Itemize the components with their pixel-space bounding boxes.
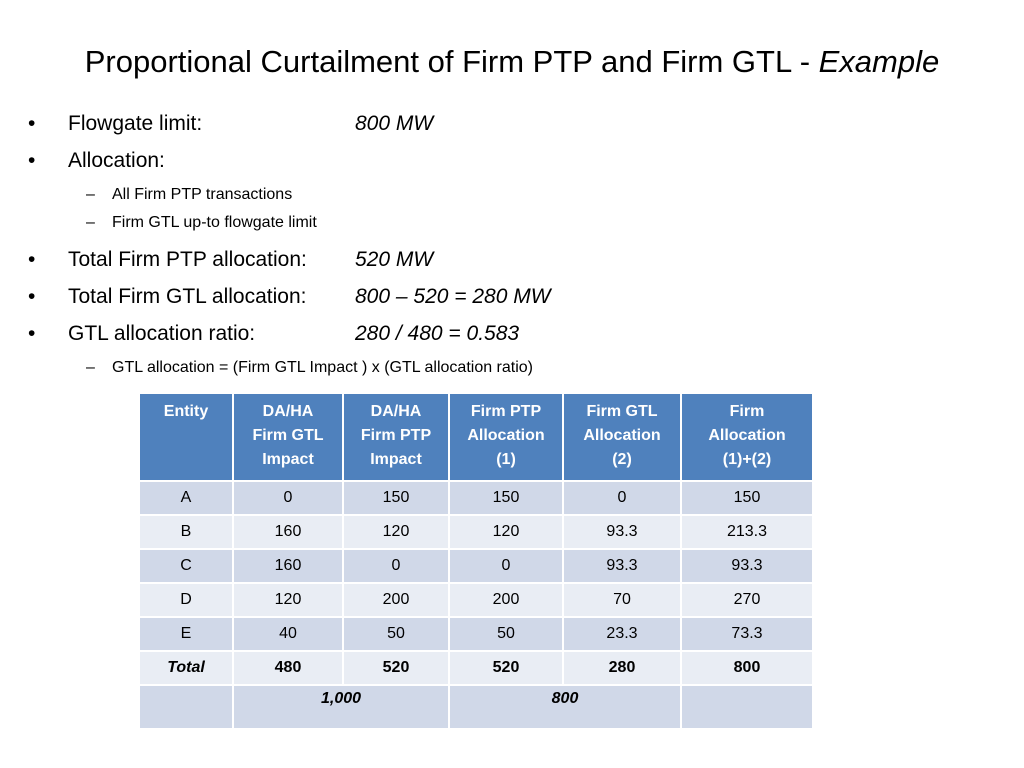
total-cell: 280 — [563, 651, 681, 685]
header-line: Firm PTP — [470, 403, 542, 420]
slide-title-italic: Example — [818, 44, 940, 79]
column-header — [139, 393, 233, 481]
bullet-marker: • — [28, 285, 36, 308]
bullet-label: Total Firm PTP allocation: — [68, 248, 307, 271]
table-cell: 50 — [449, 617, 563, 651]
table-cell: C — [139, 549, 233, 583]
table-row — [139, 617, 813, 651]
bullet-flowgate-limit — [28, 110, 988, 147]
table-cell: D — [139, 583, 233, 617]
header-line: Firm — [729, 403, 765, 420]
table-header-row — [139, 393, 813, 481]
column-header — [233, 393, 343, 481]
table-cell: A — [139, 481, 233, 515]
total-cell: Total — [139, 651, 233, 685]
total-row — [139, 651, 813, 685]
header-line: Firm PTP — [360, 427, 432, 444]
table-cell: 120 — [233, 583, 343, 617]
header-line: Firm GTL — [252, 427, 324, 444]
column-header — [343, 393, 449, 481]
table-cell: E — [139, 617, 233, 651]
table-cell: 270 — [681, 583, 813, 617]
bullet-list — [28, 110, 988, 385]
sub-bullet-label: GTL allocation = (Firm GTL Impact ) x (GTL allocation ratio) — [112, 359, 534, 376]
bullet-value: 800 – 520 = 280 MW — [355, 285, 551, 308]
table-cell: 200 — [343, 583, 449, 617]
header-line: Allocation — [583, 427, 661, 444]
table-cell: 213.3 — [681, 515, 813, 549]
table-cell: 73.3 — [681, 617, 813, 651]
bullet-marker: • — [28, 322, 36, 345]
table-cell: 150 — [343, 481, 449, 515]
bullet-total-gtl — [28, 283, 988, 320]
table-cell: 93.3 — [563, 549, 681, 583]
table-cell: B — [139, 515, 233, 549]
table-cell: 150 — [681, 481, 813, 515]
slide-title — [0, 40, 1024, 84]
bullet-marker: • — [28, 248, 36, 271]
header-line: Allocation — [708, 427, 786, 444]
column-header — [681, 393, 813, 481]
allocation-table — [138, 392, 814, 730]
sum-cell — [681, 685, 813, 729]
sub-bullet-label: Firm GTL up-to flowgate limit — [112, 214, 317, 231]
bullet-label: Allocation: — [68, 149, 165, 172]
total-cell: 800 — [681, 651, 813, 685]
table-cell: 0 — [449, 549, 563, 583]
bullet-gtl-ratio — [28, 320, 988, 357]
table-row — [139, 515, 813, 549]
bullet-label: Total Firm GTL allocation: — [68, 285, 307, 308]
column-header — [563, 393, 681, 481]
table-cell: 160 — [233, 549, 343, 583]
table-cell: 93.3 — [681, 549, 813, 583]
sum-cell — [139, 685, 233, 729]
bullet-value: 520 MW — [355, 248, 434, 271]
total-cell: 480 — [233, 651, 343, 685]
table-cell: 40 — [233, 617, 343, 651]
table-cell: 160 — [233, 515, 343, 549]
header-line: Allocation — [467, 427, 545, 444]
table-cell: 23.3 — [563, 617, 681, 651]
bullet-total-ptp — [28, 246, 988, 283]
table-cell: 93.3 — [563, 515, 681, 549]
table-cell: 120 — [343, 515, 449, 549]
bullet-marker: • — [28, 149, 36, 172]
table-cell: 50 — [343, 617, 449, 651]
header-line: Firm GTL — [586, 403, 658, 420]
table-cell: 0 — [233, 481, 343, 515]
header-line: (1) — [496, 451, 516, 468]
table-row — [139, 481, 813, 515]
table-cell: 0 — [563, 481, 681, 515]
bullet-label: Flowgate limit: — [68, 112, 203, 135]
table-cell: 70 — [563, 583, 681, 617]
header-line: (1)+(2) — [722, 451, 772, 468]
total-cell: 520 — [343, 651, 449, 685]
bullet-allocation — [28, 147, 988, 184]
slide-title-main: Proportional Curtailment of Firm PTP and Firm GTL - — [84, 44, 819, 79]
sum-cell: 800 — [449, 685, 681, 729]
table-cell: 200 — [449, 583, 563, 617]
bullet-label: GTL allocation ratio: — [68, 322, 256, 345]
total-cell: 520 — [449, 651, 563, 685]
sub-bullet-ptp-transactions — [28, 184, 988, 212]
header-line: Entity — [163, 403, 209, 420]
header-line: (2) — [612, 451, 632, 468]
table-row — [139, 549, 813, 583]
sub-bullet-gtl-limit — [28, 212, 988, 246]
table-row — [139, 583, 813, 617]
header-line: Impact — [370, 451, 422, 468]
dash-marker: – — [86, 214, 95, 231]
bullet-marker: • — [28, 112, 36, 135]
column-header — [449, 393, 563, 481]
dash-marker: – — [86, 186, 95, 203]
sub-bullet-label: All Firm PTP transactions — [112, 186, 293, 203]
table-cell: 150 — [449, 481, 563, 515]
header-line: DA/HA — [370, 403, 422, 420]
table-cell: 0 — [343, 549, 449, 583]
bullet-value: 280 / 480 = 0.583 — [355, 322, 520, 345]
bullet-value: 800 MW — [355, 112, 434, 135]
table-cell: 120 — [449, 515, 563, 549]
sum-cell: 1,000 — [233, 685, 449, 729]
header-line: Impact — [262, 451, 314, 468]
sum-row — [139, 685, 813, 729]
sub-bullet-gtl-formula — [28, 357, 988, 385]
dash-marker: – — [86, 359, 95, 376]
header-line: DA/HA — [262, 403, 314, 420]
